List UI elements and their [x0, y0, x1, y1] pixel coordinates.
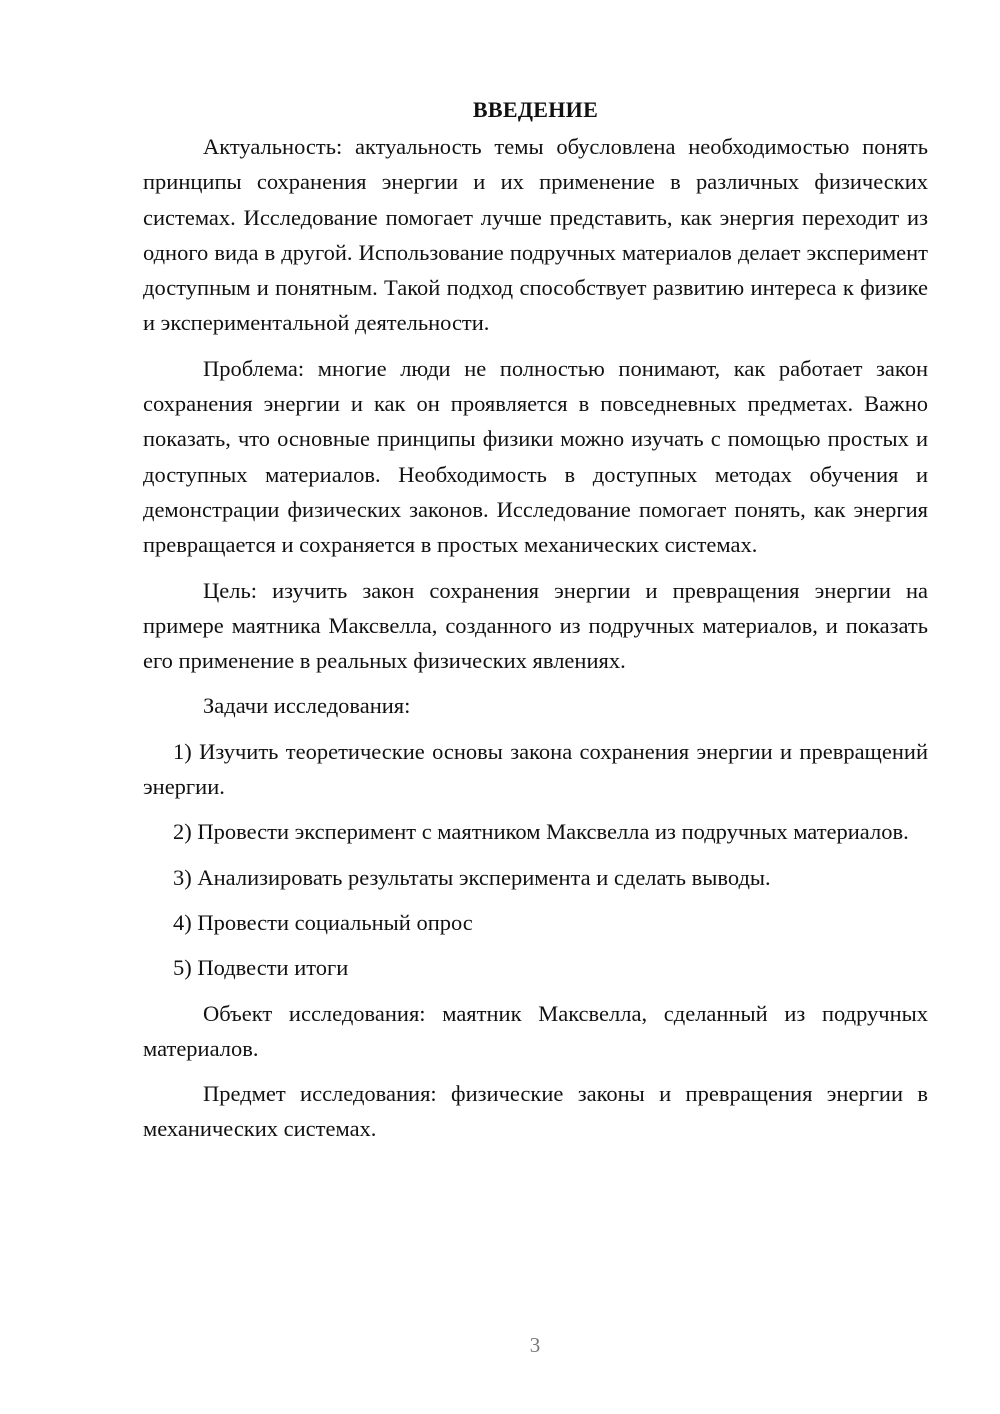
problem-paragraph: Проблема: многие люди не полностью понимают, как работает закон сохранения энергии и как он проявляется в повседневных предметах. Важно показать, что основные принципы физики можно изучать с помощью простых и доступных материалов. Необходимость в доступных методах обучения и демонстрации физических законов. Исследование помогает понять, как энергия превращается и сохраняется в простых механических системах. [143, 355, 928, 558]
relevance-paragraph: Актуальность: актуальность темы обусловлена необходимостью понять принципы сохранения энергии и их применение в различных физических системах. Исследование помогает лучше представить, как энергия переходит из одного вида в другой. Использование подручных материалов делает эксперимент доступным и понятным. Такой подход способствует развитию интереса к физике и экспериментальной деятельности. [143, 134, 928, 336]
object-paragraph: Объект исследования: маятник Максвелла, сделанный из подручных материалов. [143, 1000, 928, 1061]
tasks-heading: Задачи исследования: [203, 693, 411, 719]
page-title: ВВЕДЕНИЕ [472, 97, 599, 122]
task-item: 2) Провести эксперимент с маятником Максвелла из подручных материалов. [173, 819, 909, 845]
page-number: 3 [529, 1333, 541, 1357]
task-item: 3) Анализировать результаты эксперимента и сделать выводы. [173, 864, 771, 890]
task-item: 1) Изучить теоретические основы закона сохранения энергии и превращений энергии. [143, 738, 928, 800]
goal-paragraph: Цель: изучить закон сохранения энергии и превращения энергии на примере маятника Максвелла, созданного из подручных материалов, и показать его применение в реальных физических явлениях. [143, 577, 928, 674]
tasks-list [143, 734, 928, 986]
page-body [143, 92, 928, 1157]
subject-paragraph: Предмет исследования: физические законы и превращения энергии в механических системах. [143, 1081, 928, 1142]
task-item: 5) Подвести итоги [173, 955, 349, 981]
task-item: 4) Провести социальный опрос [173, 909, 473, 935]
